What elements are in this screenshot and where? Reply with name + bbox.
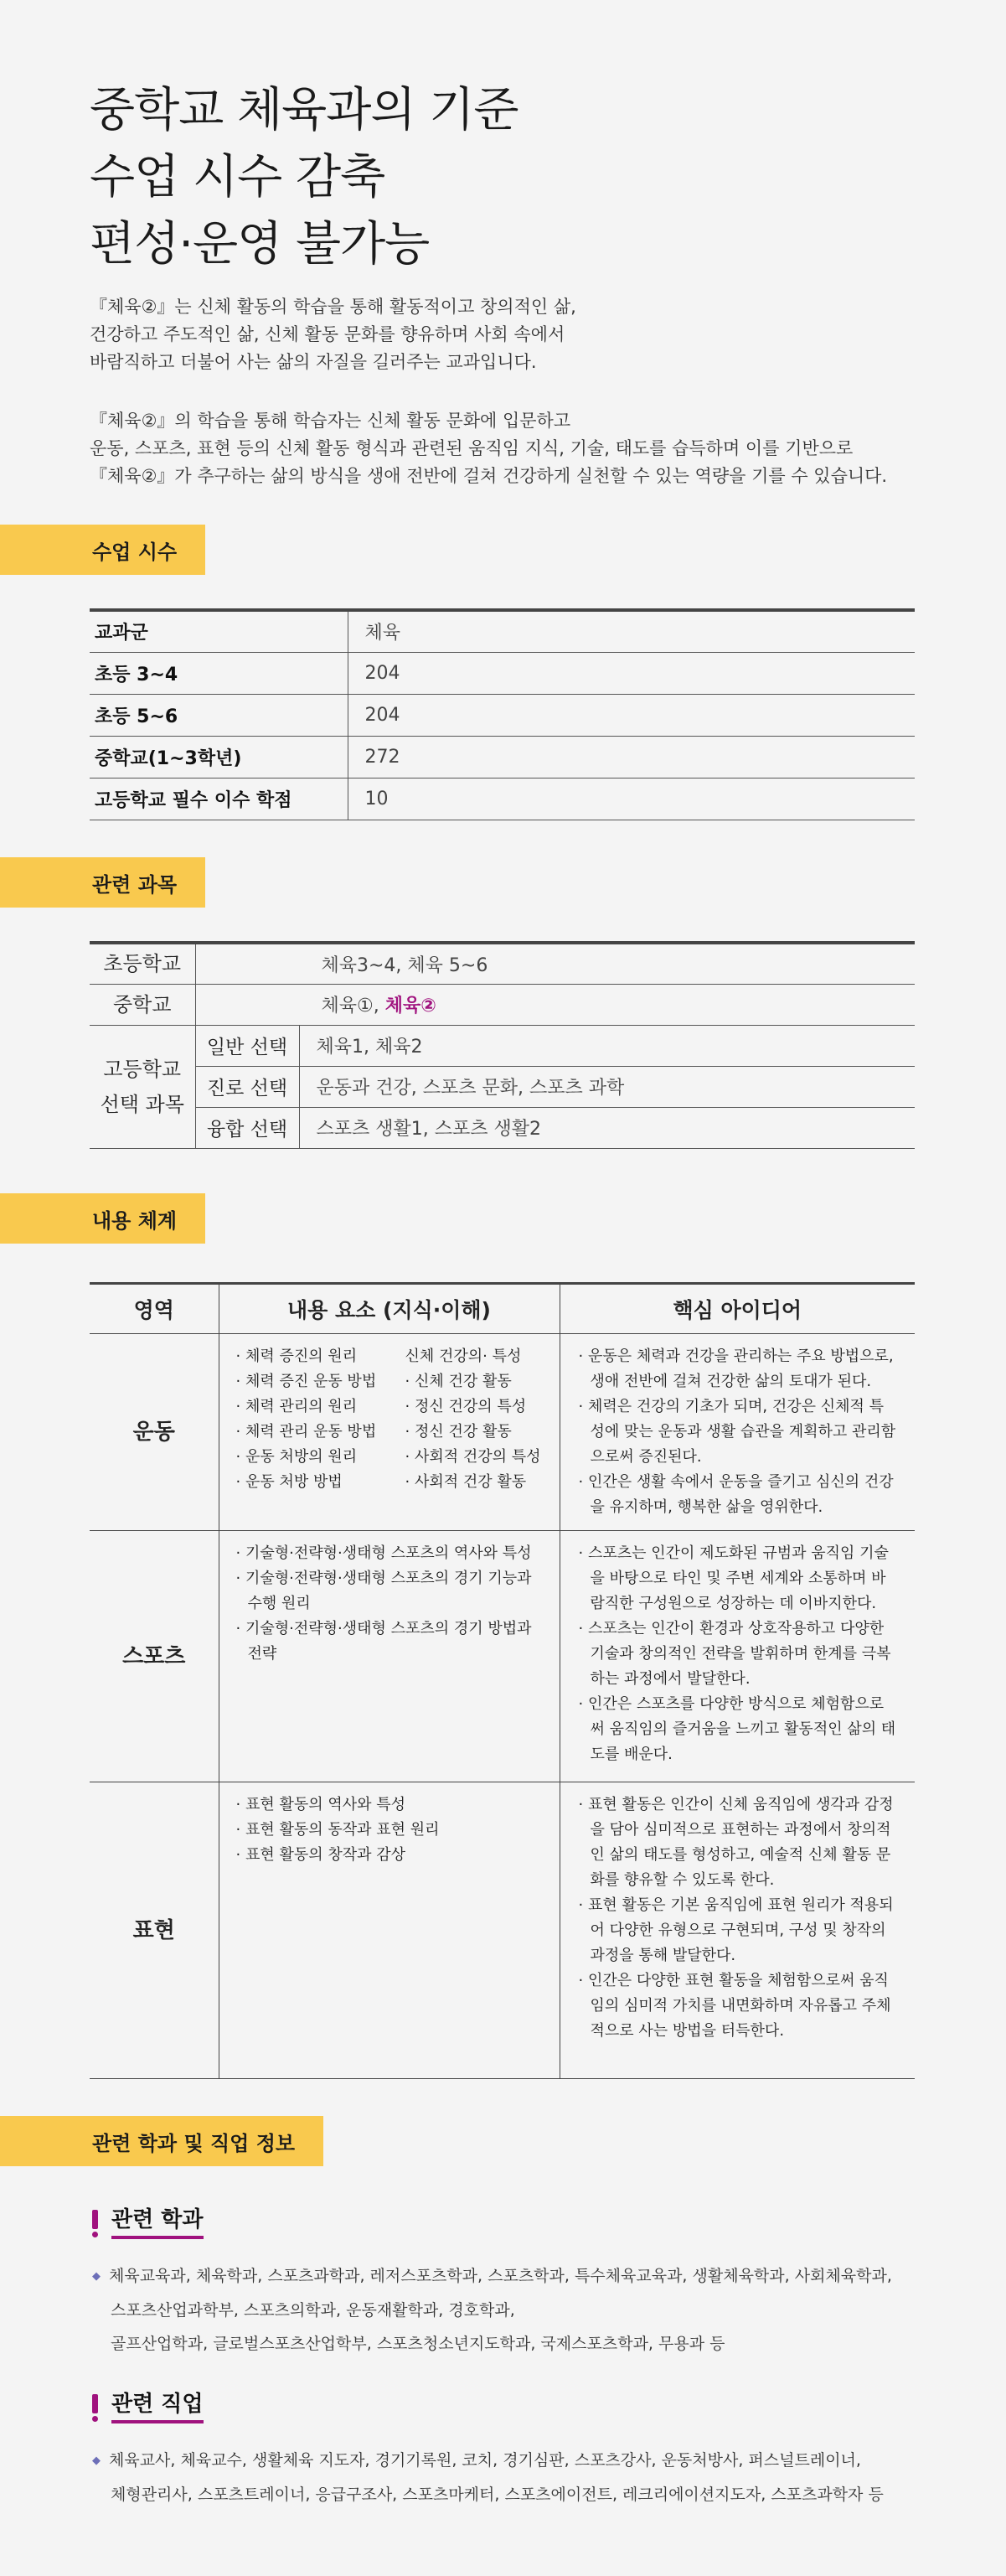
element-item: · 표현 활동의 창작과 감상: [235, 1846, 405, 1864]
intro2-line: 『체육②』의 학습을 통해 학습자는 신체 활동 문화에 입문하고: [90, 411, 571, 431]
element-item: · 표현 활동의 동작과 표현 원리: [235, 1821, 440, 1839]
idea-item: · 표현 활동은 인간이 신체 움직임에 생각과 감정을 담아 심미적으로 표현하는 과정에서 창의적인 삶의 태도를 형성하고, 예술적 신체 활동 문화를 향유할 수 있도록 한다.: [578, 1796, 894, 1889]
dept-line: [92, 2259, 930, 2294]
dept-line-text: 체육교육과, 체육학과, 스포츠과학과, 레저스포츠학과, 스포츠학과, 특수체육교육과, 생활체육학과, 사회체육학과,: [109, 2267, 892, 2285]
hours-key: 교과군: [90, 610, 348, 652]
dept-line: 골프산업학과, 글로벌스포츠산업학부, 스포츠청소년지도학과, 국제스포츠학과, 무용과 등: [111, 2335, 725, 2353]
title-line-3: 편성·운영 불가능: [90, 217, 430, 272]
idea-item: · 표현 활동은 기본 움직임에 표현 원리가 적용되어 다양한 유형으로 구현되며, 구성 및 창작의 과정을 통해 발달한다.: [578, 1896, 894, 1964]
table-row: [90, 1025, 915, 1066]
exclamation-icon: [92, 2210, 98, 2235]
elem-value: 체육3~4, 체육 5~6: [195, 943, 915, 984]
elements-expression: [219, 1782, 560, 2079]
intro-paragraph-1: [90, 293, 978, 376]
table-row: [90, 610, 915, 652]
idea-item: · 인간은 생활 속에서 운동을 즐기고 심신의 건강을 유지하며, 행복한 삶을 영위한다.: [578, 1473, 894, 1516]
idea-item: · 스포츠는 인간이 환경과 상호작용하고 다양한 기술과 창의적인 전략을 발휘하며 한계를 극복하는 과정에서 발달한다.: [578, 1620, 891, 1688]
idea-item: · 스포츠는 인간이 제도화된 규범과 움직임 기술을 바탕으로 타인 및 주변 세계와 소통하며 바람직한 구성원으로 성장하는 데 이바지한다.: [578, 1544, 889, 1612]
table-row: [90, 778, 915, 820]
element-item: · 체력 증진 운동 방법: [235, 1373, 377, 1390]
element-item: · 정신 건강의 특성: [405, 1398, 527, 1415]
middle-value: [195, 984, 915, 1025]
elements-exercise: [219, 1334, 560, 1531]
table-row: [90, 1107, 915, 1148]
ideas-sports: [560, 1531, 915, 1782]
table-header-row: [90, 1284, 915, 1334]
diamond-bullet-icon: ◆: [92, 2454, 101, 2467]
table-row: [90, 1334, 915, 1531]
related-dept-heading: [92, 2206, 204, 2239]
middle-value-a: 체육①,: [321, 996, 385, 1016]
jobs-line: [92, 2444, 930, 2478]
header-ideas: 핵심 아이디어: [560, 1284, 915, 1334]
middle-value-b: 체육②: [384, 996, 436, 1016]
related-jobs-heading: [92, 2390, 204, 2423]
high-label: 고등학교 선택 과목: [90, 1025, 195, 1148]
header-area: 영역: [90, 1284, 219, 1334]
dept-line: 스포츠산업과학부, 스포츠의학과, 운동재활학과, 경호학과,: [111, 2301, 515, 2320]
area-sports: 스포츠: [90, 1531, 219, 1782]
element-item: · 체력 관리 운동 방법: [235, 1423, 377, 1441]
jobs-line: 체형관리사, 스포츠트레이너, 응급구조사, 스포츠마케터, 스포츠에이전트, 레크리에이션지도자, 스포츠과학자 등: [111, 2485, 884, 2504]
table-row: [90, 736, 915, 778]
high-row-value: 체육1, 체육2: [299, 1025, 915, 1066]
table-row: [90, 652, 915, 694]
jobs-line-text: 체육교사, 체육교수, 생활체육 지도자, 경기기록원, 코치, 경기심판, 스포츠강사, 운동처방사, 퍼스널트레이너,: [109, 2451, 861, 2470]
title-line-1: 중학교 체육과의 기준: [90, 83, 518, 137]
middle-label: 중학교: [90, 984, 195, 1025]
diamond-bullet-icon: ◆: [92, 2270, 101, 2283]
element-item: 신체 건강의· 특성: [405, 1347, 522, 1365]
hours-key: 중학교(1~3학년): [90, 736, 348, 778]
intro-paragraph-2: [90, 407, 978, 490]
hours-value: 204: [348, 652, 915, 694]
hours-key: 초등 3~4: [90, 652, 348, 694]
hours-value: 체육: [348, 610, 915, 652]
element-item: · 운동 처방의 원리: [235, 1448, 358, 1466]
element-item: · 기술형·전략형·생태형 스포츠의 경기 방법과 전략: [235, 1620, 532, 1663]
element-item: · 사회적 건강 활동: [405, 1473, 527, 1491]
high-row-type: 융합 선택: [195, 1107, 299, 1148]
element-item: · 기술형·전략형·생태형 스포츠의 경기 기능과 수행 원리: [235, 1570, 532, 1612]
related-dept-list: [92, 2259, 930, 2361]
element-item: · 기술형·전략형·생태형 스포츠의 역사와 특성: [235, 1544, 532, 1562]
ideas-expression: [560, 1782, 915, 2079]
area-expression: 표현: [90, 1782, 219, 2079]
intro1-line: 바람직하고 더불어 사는 삶의 자질을 길러주는 교과입니다.: [90, 352, 537, 372]
title-line-2: 수업 시수 감축: [90, 150, 385, 204]
elem-label: 초등학교: [90, 943, 195, 984]
table-row: [90, 1782, 915, 2079]
section-tag-subjects: 관련 과목: [0, 857, 205, 908]
subjects-table: [90, 941, 915, 1149]
content-table: [90, 1282, 915, 2079]
section-tag-content: 내용 체계: [0, 1193, 205, 1244]
idea-item: · 인간은 다양한 표현 활동을 체험함으로써 움직임의 심미적 가치를 내면화하며 자유롭고 주체적으로 사는 방법을 터득한다.: [578, 1972, 891, 2040]
section-tag-hours: 수업 시수: [0, 525, 205, 575]
related-jobs-list: [92, 2444, 930, 2511]
header-elements: 내용 요소 (지식·이해): [219, 1284, 560, 1334]
table-row: [90, 694, 915, 736]
hours-value: 272: [348, 736, 915, 778]
hours-value: 204: [348, 694, 915, 736]
intro1-line: 『체육②』는 신체 활동의 학습을 통해 활동적이고 창의적인 삶,: [90, 297, 576, 317]
area-exercise: 운동: [90, 1334, 219, 1531]
hours-value: 10: [348, 778, 915, 820]
ideas-exercise: [560, 1334, 915, 1531]
page-title: [90, 77, 518, 278]
element-item: · 체력 관리의 원리: [235, 1398, 358, 1415]
related-dept-title: 관련 학과: [111, 2206, 204, 2239]
idea-item: · 체력은 건강의 기초가 되며, 건강은 신체적 특성에 맞는 운동과 생활 습관을 계획하고 관리함으로써 증진된다.: [578, 1398, 896, 1466]
table-row: [90, 984, 915, 1025]
element-item: · 체력 증진의 원리: [235, 1347, 358, 1365]
element-item: · 표현 활동의 역사와 특성: [235, 1796, 405, 1813]
element-item: · 신체 건강 활동: [405, 1373, 512, 1390]
hours-key: 초등 5~6: [90, 694, 348, 736]
table-row: [90, 1531, 915, 1782]
high-row-value: 운동과 건강, 스포츠 문화, 스포츠 과학: [299, 1066, 915, 1107]
exclamation-icon: [92, 2394, 98, 2419]
idea-item: · 인간은 스포츠를 다양한 방식으로 체험함으로써 움직임의 즐거움을 느끼고 활동적인 삶의 태도를 배운다.: [578, 1695, 896, 1763]
hours-key: 고등학교 필수 이수 학점: [90, 778, 348, 820]
idea-item: · 운동은 체력과 건강을 관리하는 주요 방법으로, 생애 전반에 걸쳐 건강한 삶의 토대가 된다.: [578, 1347, 894, 1390]
intro1-line: 건강하고 주도적인 삶, 신체 활동 문화를 향유하며 사회 속에서: [90, 324, 565, 344]
elements-sports: [219, 1531, 560, 1782]
element-item: · 정신 건강 활동: [405, 1423, 512, 1441]
related-jobs-title: 관련 직업: [111, 2390, 204, 2423]
element-item: · 운동 처방 방법: [235, 1473, 343, 1491]
intro2-line: 『체육②』가 추구하는 삶의 방식을 생애 전반에 걸쳐 건강하게 실천할 수 있는 역량을 기를 수 있습니다.: [90, 466, 888, 486]
high-row-value: 스포츠 생활1, 스포츠 생활2: [299, 1107, 915, 1148]
high-row-type: 진로 선택: [195, 1066, 299, 1107]
element-item: · 사회적 건강의 특성: [405, 1448, 541, 1466]
section-tag-careers: 관련 학과 및 직업 정보: [0, 2116, 323, 2166]
table-row: [90, 1066, 915, 1107]
table-row: [90, 943, 915, 984]
intro2-line: 운동, 스포츠, 표현 등의 신체 활동 형식과 관련된 움직임 지식, 기술, 태도를 습득하며 이를 기반으로: [90, 438, 854, 458]
high-row-type: 일반 선택: [195, 1025, 299, 1066]
hours-table: [90, 608, 915, 820]
